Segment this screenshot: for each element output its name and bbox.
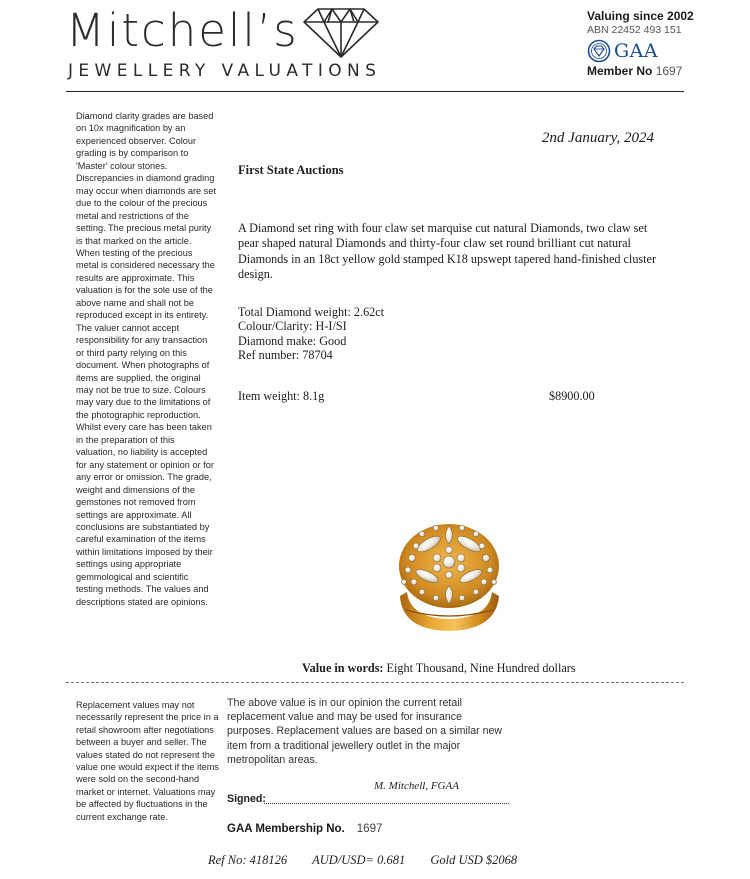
item-weight: Item weight: 8.1g	[238, 389, 325, 403]
member-label: Member No	[587, 64, 653, 78]
gaa-membership	[227, 823, 382, 835]
section-divider	[66, 682, 684, 683]
gold-price: Gold USD $2068	[430, 853, 518, 867]
gaa-diamond-icon	[587, 39, 611, 63]
gaa-badge	[587, 39, 707, 63]
member-number	[587, 64, 707, 78]
brand-name: Mitchell’s	[66, 4, 299, 57]
abn-number: ABN 22452 493 151	[587, 24, 682, 36]
member-number-value: 1697	[655, 64, 683, 78]
valuing-since: Valuing since 2002	[587, 9, 694, 23]
ref-no: Ref No: 418126	[208, 853, 288, 867]
total-diamond-weight: Total Diamond weight: 2.62ct	[238, 305, 385, 319]
footer-reference	[208, 853, 539, 868]
value-words-text: Eight Thousand, Nine Hundred dollars	[386, 661, 576, 675]
replacement-values-note: Replacement values may not necessarily represent the price in a retail showroom after negotiations between a buyer and seller. The values stated do not represent the value one would expect if the items were sold on the second-hand market or internet. Valuations may be affected by fluctuations in the current exchange rate.	[76, 700, 219, 822]
gaa-logo-text: GAA	[614, 40, 659, 62]
diamond-logo-icon	[300, 6, 382, 60]
ring-photo	[392, 518, 507, 634]
disclaimer-text: Diamond clarity grades are based on 10x magnification by an experienced observer. Colour grading is by comparison to 'Master' colour stones. Discrepancies in diamond grading may occur when diamonds are set due to the colour of the precious metal and restrictions of the setting. The precious metal purity is that marked on the article. When testing of the precious metal is considered necessary the results are approximate. This valuation is for the sole use of the above name and shall not be reproduced except in its entirety. The valuer cannot accept responsibility for any transaction or third party relying on this document. When photographs of items are supplied, the original may not be true to size. Colours may vary due to the limitations of the photographic reproduction. Whilst every care has been taken in the preparation of this valuation, no liability is accepted for any statement or opinion or for any error or omission. The grade, weight and dimensions of the gemstones not removed from settings are approximate. All conclusions are substantiated by careful examination of the items within limitations imposed by their settings using appropriate gemmological and scientific testing methods. The values and descriptions stated are opinions.	[76, 111, 216, 607]
valuation-date: 2nd January, 2024	[541, 130, 654, 146]
value-in-words	[302, 661, 576, 676]
retail-replacement-statement: The above value is in our opinion the current retail replacement value and may be used for insurance purposes. Replacement values are based on a similar new item from a traditional jewellery outlet in the major metropolitan areas.	[227, 697, 502, 766]
recipient-name: First State Auctions	[238, 163, 344, 177]
membership-number: 1697	[356, 823, 383, 835]
brand-tagline: JEWELLERY VALUATIONS	[68, 61, 382, 81]
valuation-price: $8900.00	[549, 389, 595, 403]
item-description: A Diamond set ring with four claw set marquise cut natural Diamonds, two claw set pear shaped natural Diamonds and thirty-four claw set round brilliant cut natural Diamonds in an 18ct yellow gold stamped K18 upswept tapered hand-finished cluster design.	[238, 221, 657, 281]
diamond-make: Diamond make: Good	[238, 333, 347, 348]
exchange-rate: AUD/USD= 0.681	[312, 853, 406, 867]
colour-clarity: Colour/Clarity: H-I/SI	[238, 319, 347, 334]
signer-name: M. Mitchell, FGAA	[374, 780, 459, 792]
signature-line	[264, 803, 509, 804]
value-words-label: Value in words:	[302, 661, 384, 675]
signed-label: Signed:	[227, 793, 266, 805]
diamond-details	[238, 305, 384, 362]
membership-label: GAA Membership No.	[227, 823, 345, 835]
ref-number: Ref number: 78704	[238, 347, 333, 362]
header-divider	[66, 91, 684, 92]
header-credentials	[587, 9, 707, 78]
